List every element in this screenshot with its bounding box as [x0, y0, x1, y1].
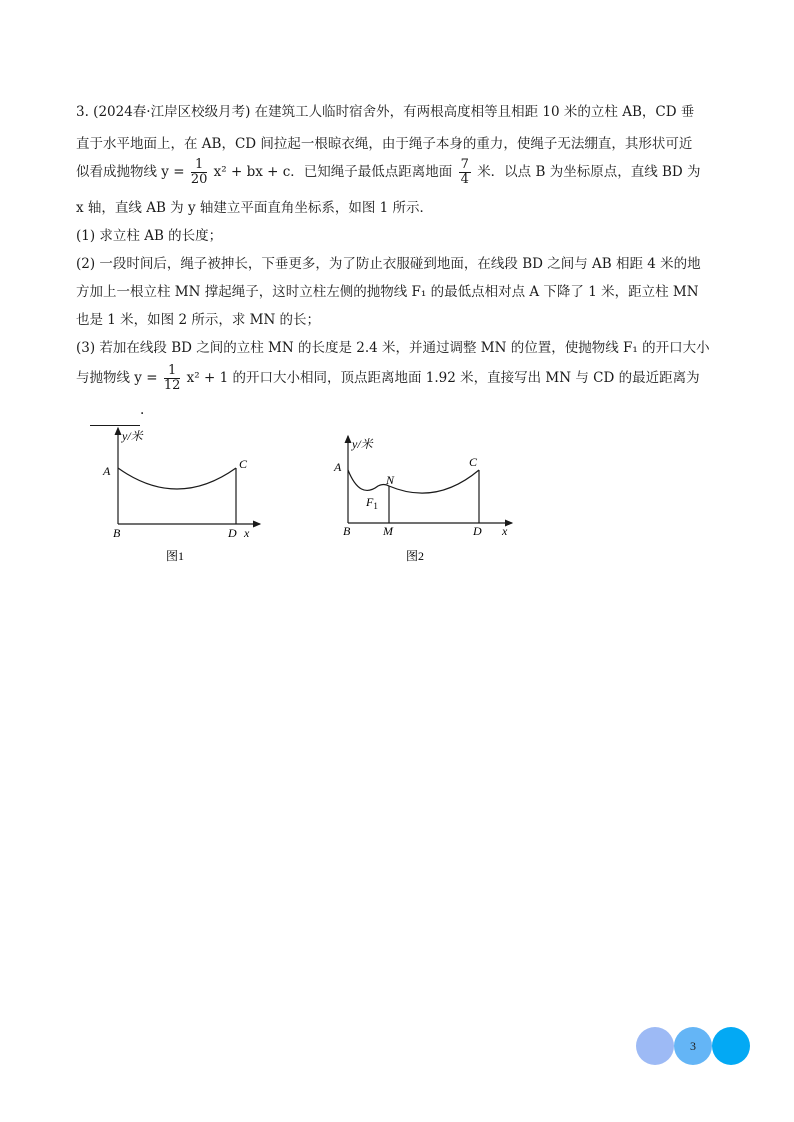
page-dot-right: [712, 1027, 750, 1065]
label-d: D: [473, 524, 482, 538]
rope-parabola-f1: [348, 470, 389, 490]
part-2-line-2: 方加上一根立柱 MN 撑起绳子，这时立柱左侧的抛物线 F₁ 的最低点相对点 A 下降了 1 米，距立柱 MN: [76, 284, 699, 300]
fraction-denominator: 4: [460, 172, 469, 187]
figure-1-caption: 图1: [166, 549, 185, 563]
problem-line-1: 3. (2024春·江岸区校级月考) 在建筑工人临时宿舍外，有两根高度相等且相距 10 米的立柱 AB，CD 垂: [76, 104, 695, 120]
label-b: B: [113, 526, 121, 540]
fraction-numerator: 1: [191, 158, 208, 173]
part-2-line-3: 也是 1 米，如图 2 所示，求 MN 的长；: [76, 312, 321, 328]
part-1: (1) 求立柱 AB 的长度；: [76, 228, 223, 244]
text-segment: 米．以点 B 为坐标原点，直线 BD 为: [477, 164, 701, 180]
text-segment: x² + bx + c．已知绳子最低点距离地面: [213, 164, 453, 180]
y-axis-label: y/米: [352, 437, 373, 451]
rope-parabola-right: [389, 470, 479, 493]
page-dot-left: [636, 1027, 674, 1065]
problem-line-3: [76, 156, 701, 188]
x-axis-label: x: [244, 526, 250, 540]
part-3-line-1: (3) 若加在线段 BD 之间的立柱 MN 的长度是 2.4 米，并通过调整 MN 的位置，使抛物线 F₁ 的开口大小: [76, 340, 710, 356]
fraction-denominator: 12: [163, 378, 181, 393]
label-c: C: [469, 455, 478, 469]
fraction-1-20: [191, 158, 208, 187]
page-number-badge: [636, 1027, 754, 1067]
page-dot-middle: [674, 1027, 712, 1065]
figure-2: [330, 434, 525, 574]
label-c: C: [239, 457, 248, 471]
fraction-1-12: [164, 364, 181, 393]
page-number: 3: [690, 1039, 696, 1053]
y-axis-label: y/米: [122, 429, 143, 443]
rope-parabola: [118, 468, 236, 489]
label-d: D: [228, 526, 237, 540]
fraction-numerator: 1: [164, 364, 181, 379]
problem-line-2: 直于水平地面上，在 AB，CD 间拉起一根晾衣绳，由于绳子本身的重力，使绳子无法绷直，其形状可近: [76, 136, 693, 152]
fraction-denominator: 20: [190, 172, 208, 187]
period: .: [140, 402, 145, 418]
answer-line: [90, 394, 144, 426]
problem-line-4: x 轴，直线 AB 为 y 轴建立平面直角坐标系，如图 1 所示．: [76, 200, 434, 216]
fraction-7-4: [459, 158, 471, 187]
label-f1: [365, 495, 378, 511]
label-a: A: [103, 464, 111, 478]
text-segment: 与抛物线 y =: [76, 370, 158, 386]
figure-2-caption: 图2: [406, 549, 425, 563]
label-a: A: [334, 460, 342, 474]
label-f-subscript: 1: [373, 501, 378, 511]
label-f: F: [366, 495, 374, 509]
label-m: M: [383, 524, 393, 538]
x-axis-label: x: [502, 524, 508, 538]
part-2-line-1: (2) 一段时间后，绳子被抻长，下垂更多，为了防止衣服碰到地面，在线段 BD 之间与 AB 相距 4 米的地: [76, 256, 701, 272]
label-n: N: [386, 473, 395, 487]
part-3-line-2: [76, 362, 700, 394]
text-segment: x² + 1 的开口大小相同，顶点距离地面 1.92 米，直接写出 MN 与 CD 的最近距离为: [186, 370, 700, 386]
figure-1: [100, 424, 270, 574]
label-b: B: [343, 524, 351, 538]
text-segment: 似看成抛物线 y =: [76, 164, 185, 180]
fraction-numerator: 7: [460, 157, 469, 172]
